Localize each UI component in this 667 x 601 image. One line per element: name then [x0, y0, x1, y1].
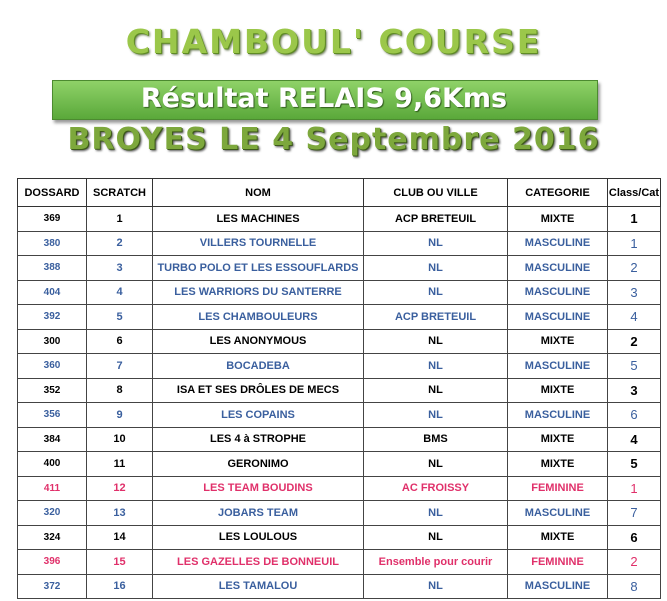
- class-cat-cell: 7: [608, 501, 661, 526]
- club-cell: NL: [364, 452, 508, 477]
- dossard-cell: 392: [18, 305, 87, 330]
- class-cat-cell: 2: [608, 329, 661, 354]
- class-cat-cell: 1: [608, 476, 661, 501]
- dossard-cell: 369: [18, 207, 87, 232]
- dossard-cell: 384: [18, 427, 87, 452]
- column-header-nom: NOM: [153, 179, 364, 207]
- table-row: [18, 550, 661, 575]
- dossard-cell: 324: [18, 525, 87, 550]
- team-name-cell: ISA ET SES DRÔLES DE MECS: [153, 378, 364, 403]
- table-row: [18, 476, 661, 501]
- category-cell: MASCULINE: [508, 280, 608, 305]
- scratch-cell: 13: [87, 501, 153, 526]
- team-name-cell: LES LOULOUS: [153, 525, 364, 550]
- club-cell: NL: [364, 574, 508, 599]
- team-name-cell: LES GAZELLES DE BONNEUIL: [153, 550, 364, 575]
- category-cell: MIXTE: [508, 329, 608, 354]
- column-header-categorie: CATEGORIE: [508, 179, 608, 207]
- category-cell: MASCULINE: [508, 305, 608, 330]
- dossard-cell: 404: [18, 280, 87, 305]
- team-name-cell: LES TEAM BOUDINS: [153, 476, 364, 501]
- table-row: [18, 452, 661, 477]
- results-table: [17, 178, 661, 599]
- club-cell: ACP BRETEUIL: [364, 207, 508, 232]
- class-cat-cell: 3: [608, 378, 661, 403]
- table-row: [18, 501, 661, 526]
- class-cat-cell: 8: [608, 574, 661, 599]
- club-cell: NL: [364, 329, 508, 354]
- dossard-cell: 320: [18, 501, 87, 526]
- scratch-cell: 6: [87, 329, 153, 354]
- club-cell: NL: [364, 231, 508, 256]
- category-cell: MASCULINE: [508, 574, 608, 599]
- table-row: [18, 378, 661, 403]
- club-cell: NL: [364, 280, 508, 305]
- page-title: CHAMBOUL' COURSE: [125, 22, 542, 61]
- category-cell: FEMININE: [508, 476, 608, 501]
- team-name-cell: BOCADEBA: [153, 354, 364, 379]
- class-cat-cell: 1: [608, 231, 661, 256]
- scratch-cell: 5: [87, 305, 153, 330]
- scratch-cell: 11: [87, 452, 153, 477]
- table-row: [18, 525, 661, 550]
- class-cat-cell: 5: [608, 354, 661, 379]
- dossard-cell: 352: [18, 378, 87, 403]
- category-cell: MASCULINE: [508, 231, 608, 256]
- team-name-cell: LES TAMALOU: [153, 574, 364, 599]
- club-cell: NL: [364, 501, 508, 526]
- category-cell: MIXTE: [508, 378, 608, 403]
- class-cat-cell: 2: [608, 550, 661, 575]
- scratch-cell: 3: [87, 256, 153, 281]
- scratch-cell: 7: [87, 354, 153, 379]
- class-cat-cell: 1: [608, 207, 661, 232]
- dossard-cell: 356: [18, 403, 87, 428]
- category-cell: MIXTE: [508, 525, 608, 550]
- table-row: [18, 280, 661, 305]
- club-cell: BMS: [364, 427, 508, 452]
- dossard-cell: 372: [18, 574, 87, 599]
- scratch-cell: 12: [87, 476, 153, 501]
- column-header-club: CLUB OU VILLE: [364, 179, 508, 207]
- category-cell: MASCULINE: [508, 354, 608, 379]
- scratch-cell: 8: [87, 378, 153, 403]
- class-cat-cell: 5: [608, 452, 661, 477]
- scratch-cell: 16: [87, 574, 153, 599]
- column-header-classcat: Class/Cat: [608, 179, 661, 207]
- scratch-cell: 2: [87, 231, 153, 256]
- table-row: [18, 231, 661, 256]
- dossard-cell: 388: [18, 256, 87, 281]
- scratch-cell: 15: [87, 550, 153, 575]
- table-row: [18, 305, 661, 330]
- category-cell: MIXTE: [508, 427, 608, 452]
- category-cell: MASCULINE: [508, 403, 608, 428]
- club-cell: Ensemble pour courir: [364, 550, 508, 575]
- table-row: [18, 354, 661, 379]
- page-subtitle: Résultat RELAIS 9,6Kms: [140, 83, 508, 114]
- team-name-cell: VILLERS TOURNELLE: [153, 231, 364, 256]
- club-cell: NL: [364, 525, 508, 550]
- category-cell: MASCULINE: [508, 256, 608, 281]
- category-cell: FEMININE: [508, 550, 608, 575]
- team-name-cell: TURBO POLO ET LES ESSOUFLARDS: [153, 256, 364, 281]
- team-name-cell: GERONIMO: [153, 452, 364, 477]
- club-cell: NL: [364, 354, 508, 379]
- dossard-cell: 300: [18, 329, 87, 354]
- table-row: [18, 403, 661, 428]
- dossard-cell: 380: [18, 231, 87, 256]
- class-cat-cell: 4: [608, 427, 661, 452]
- table-row: [18, 574, 661, 599]
- table-row: [18, 207, 661, 232]
- team-name-cell: LES ANONYMOUS: [153, 329, 364, 354]
- class-cat-cell: 6: [608, 525, 661, 550]
- scratch-cell: 1: [87, 207, 153, 232]
- table-header-row: [18, 179, 661, 207]
- team-name-cell: LES 4 à STROPHE: [153, 427, 364, 452]
- class-cat-cell: 3: [608, 280, 661, 305]
- results-body: [18, 207, 661, 599]
- table-row: [18, 427, 661, 452]
- class-cat-cell: 6: [608, 403, 661, 428]
- team-name-cell: LES WARRIORS DU SANTERRE: [153, 280, 364, 305]
- scratch-cell: 10: [87, 427, 153, 452]
- team-name-cell: LES MACHINES: [153, 207, 364, 232]
- dossard-cell: 396: [18, 550, 87, 575]
- dossard-cell: 400: [18, 452, 87, 477]
- scratch-cell: 9: [87, 403, 153, 428]
- club-cell: NL: [364, 256, 508, 281]
- class-cat-cell: 4: [608, 305, 661, 330]
- event-place-date: BROYES LE 4 Septembre 2016: [67, 122, 600, 157]
- team-name-cell: JOBARS TEAM: [153, 501, 364, 526]
- club-cell: ACP BRETEUIL: [364, 305, 508, 330]
- dossard-cell: 411: [18, 476, 87, 501]
- club-cell: NL: [364, 403, 508, 428]
- dossard-cell: 360: [18, 354, 87, 379]
- column-header-dossard: DOSSARD: [18, 179, 87, 207]
- scratch-cell: 4: [87, 280, 153, 305]
- club-cell: AC FROISSY: [364, 476, 508, 501]
- table-row: [18, 329, 661, 354]
- table-row: [18, 256, 661, 281]
- category-cell: MIXTE: [508, 207, 608, 232]
- scratch-cell: 14: [87, 525, 153, 550]
- category-cell: MIXTE: [508, 452, 608, 477]
- team-name-cell: LES COPAINS: [153, 403, 364, 428]
- class-cat-cell: 2: [608, 256, 661, 281]
- category-cell: MASCULINE: [508, 501, 608, 526]
- club-cell: NL: [364, 378, 508, 403]
- team-name-cell: LES CHAMBOULEURS: [153, 305, 364, 330]
- column-header-scratch: SCRATCH: [87, 179, 153, 207]
